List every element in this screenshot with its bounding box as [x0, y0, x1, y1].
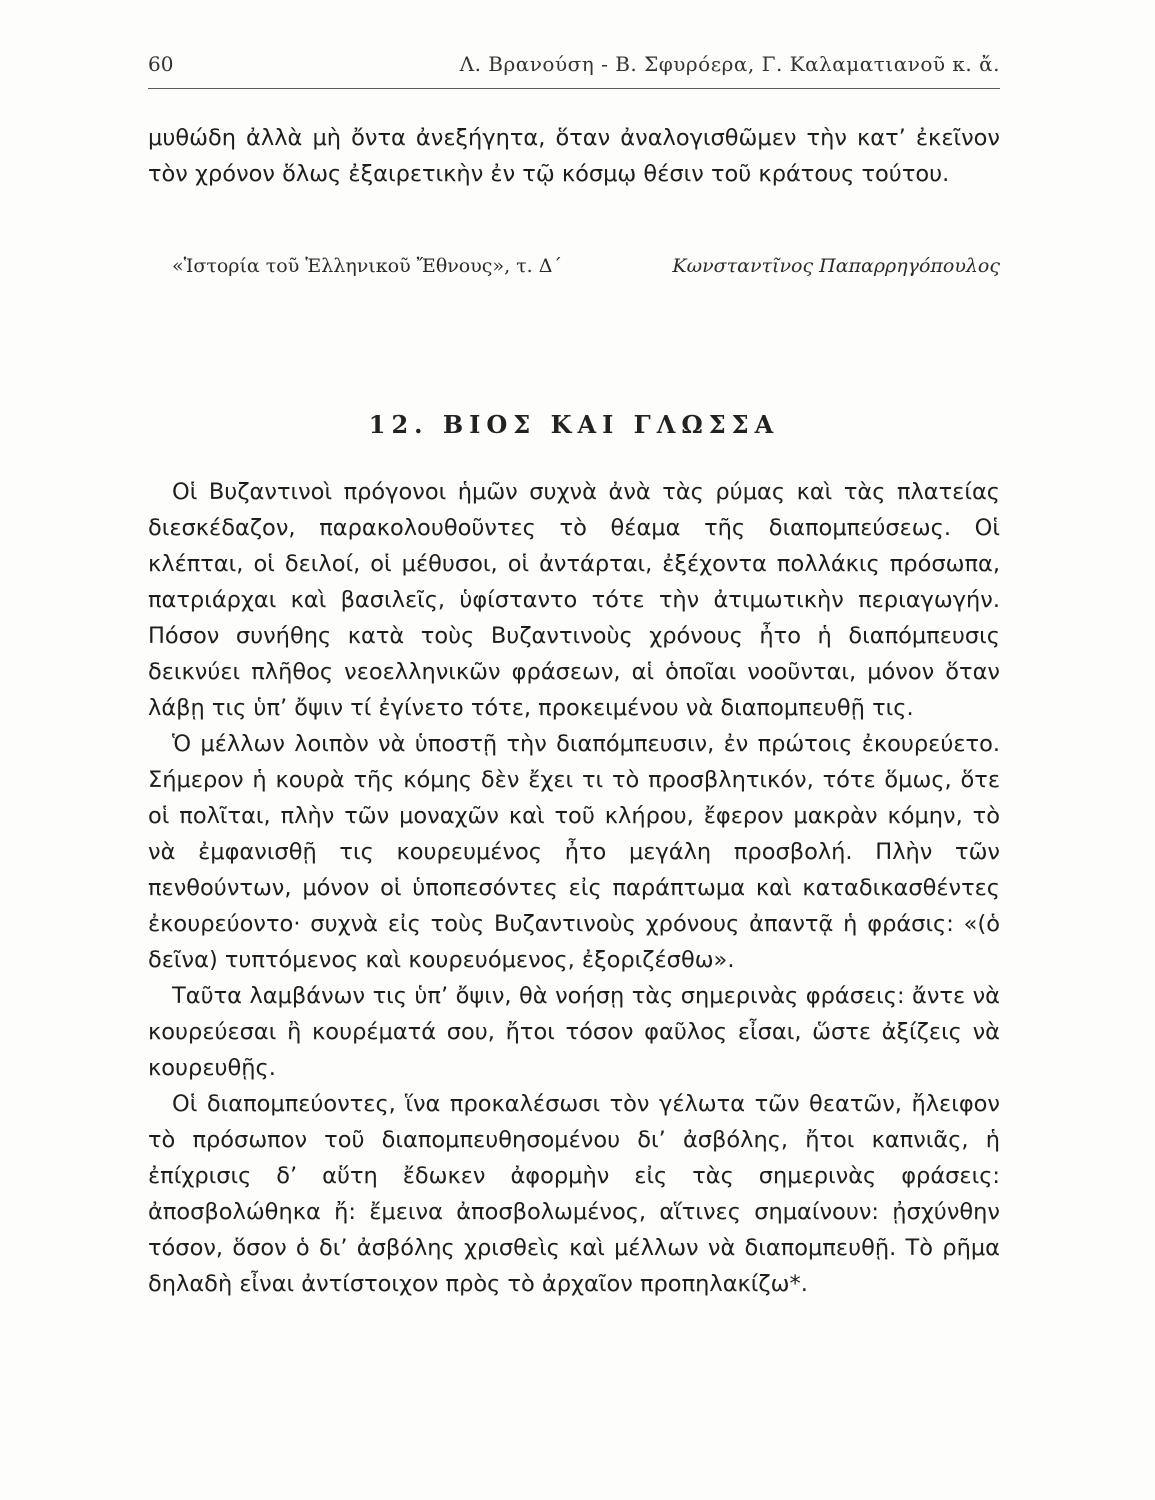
- running-header: [148, 42, 1000, 89]
- section-body: [148, 474, 1000, 1302]
- running-head-authors: Λ. Βρανούση - Β. Σφυρόερα, Γ. Καλαματιανοῦ κ. ἄ.: [459, 52, 1000, 76]
- paragraph-3: Ταῦτα λαμβάνων τις ὑπ’ ὄψιν, θὰ νοήσῃ τὰς σημερινὰς φράσεις: ἄντε νὰ κουρεύεσαι ἢ κουρέματά σου, ἤτοι τόσον φαῦλος εἶσαι, ὥστε ἀξίζεις νὰ κουρευθῇς.: [148, 983, 1000, 1081]
- section-title: 12. ΒΙΟΣ ΚΑΙ ΓΛΩΣΣΑ: [368, 410, 780, 439]
- page-number: 60: [148, 52, 174, 76]
- intro-paragraph: μυθώδη ἀλλὰ μὴ ὄντα ἀνεξήγητα, ὅταν ἀναλογισθῶμεν τὴν κατ’ ἐκεῖνον τὸν χρόνον ὅλως ἐξαιρετικὴν ἐν τῷ κόσμῳ θέσιν τοῦ κράτους τούτου.: [148, 125, 1000, 187]
- paragraph-2: Ὁ μέλλων λοιπὸν νὰ ὑποστῇ τὴν διαπόμπευσιν, ἐν πρώτοις ἐκουρεύετο. Σήμερον ἡ κουρὰ τῆς κόμης δὲν ἔχει τι τὸ προσβλητικόν, τότε ὅμως, ὅτε οἱ πολῖται, πλὴν τῶν μοναχῶν καὶ τοῦ κλήρου, ἔφερον μακρὰν κόμην, τὸ νὰ ἐμφανισθῇ τις κουρευμένος ἦτο μεγάλη προσβολή. Πλὴν τῶν πενθούντων, μόνον οἱ ὑποπεσόντες εἰς παράπτωμα καὶ καταδικασθέντες ἐκουρεύοντο· συχνὰ εἰς τοὺς Βυζαντινοὺς χρόνους ἀπαντᾷ ἡ φράσις: «(ὁ δεῖνα) τυπτόμενος καὶ κουρευόμενος, ἐξοριζέσθω».: [148, 731, 1000, 973]
- paragraph-1: Οἱ Βυζαντινοὶ πρόγονοι ἡμῶν συχνὰ ἀνὰ τὰς ρύμας καὶ τὰς πλατείας διεσκέδαζον, παρακολουθοῦντες τὸ θέαμα τῆς διαπομπεύσεως. Οἱ κλέπται, οἱ δειλοί, οἱ μέθυσοι, οἱ ἀντάρται, ἐξέχοντα πολλάκις πρόσωπα, πατριάρχαι καὶ βασιλεῖς, ὑφίσταντο τότε τὴν ἀτιμωτικὴν περιαγωγήν. Πόσον συνήθης κατὰ τοὺς Βυζαντινοὺς χρόνους ἦτο ἡ διαπόμπευσις δεικνύει πλῆθος νεοελληνικῶν φράσεων, αἱ ὁποῖαι νοοῦνται, μόνον ὅταν λάβῃ τις ὑπ’ ὄψιν τί ἐγίνετο τότε, προκειμένου νὰ διαπομπευθῇ τις.: [148, 479, 1000, 721]
- source-title: «Ἱστορία τοῦ Ἑλληνικοῦ Ἔθνους», τ. Δ΄: [172, 255, 562, 277]
- source-author: Κωνσταντῖνος Παπαρρηγόπουλος: [672, 255, 1000, 277]
- source-citation: [172, 255, 1000, 289]
- paragraph-4: Οἱ διαπομπεύοντες, ἵνα προκαλέσωσι τὸν γέλωτα τῶν θεατῶν, ἤλειφον τὸ πρόσωπον τοῦ διαπομπευθησομένου δι’ ἀσβόλης, ἤτοι καπνιᾶς, ἡ ἐπίχρισις δ’ αὕτη ἔδωκεν ἀφορμὴν εἰς τὰς σημερινὰς φράσεις: ἀποσβολώθηκα ἤ: ἔμεινα ἀποσβολωμένος, αἵτινες σημαίνουν: ᾐσχύνθην τόσον, ὅσον ὁ δι’ ἀσβόλης χρισθεὶς καὶ μέλλων νὰ διαπομπευθῇ. Τὸ ρῆμα δηλαδὴ εἶναι ἀντίστοιχον πρὸς τὸ ἀρχαῖον προπηλακίζω*.: [148, 1091, 1000, 1297]
